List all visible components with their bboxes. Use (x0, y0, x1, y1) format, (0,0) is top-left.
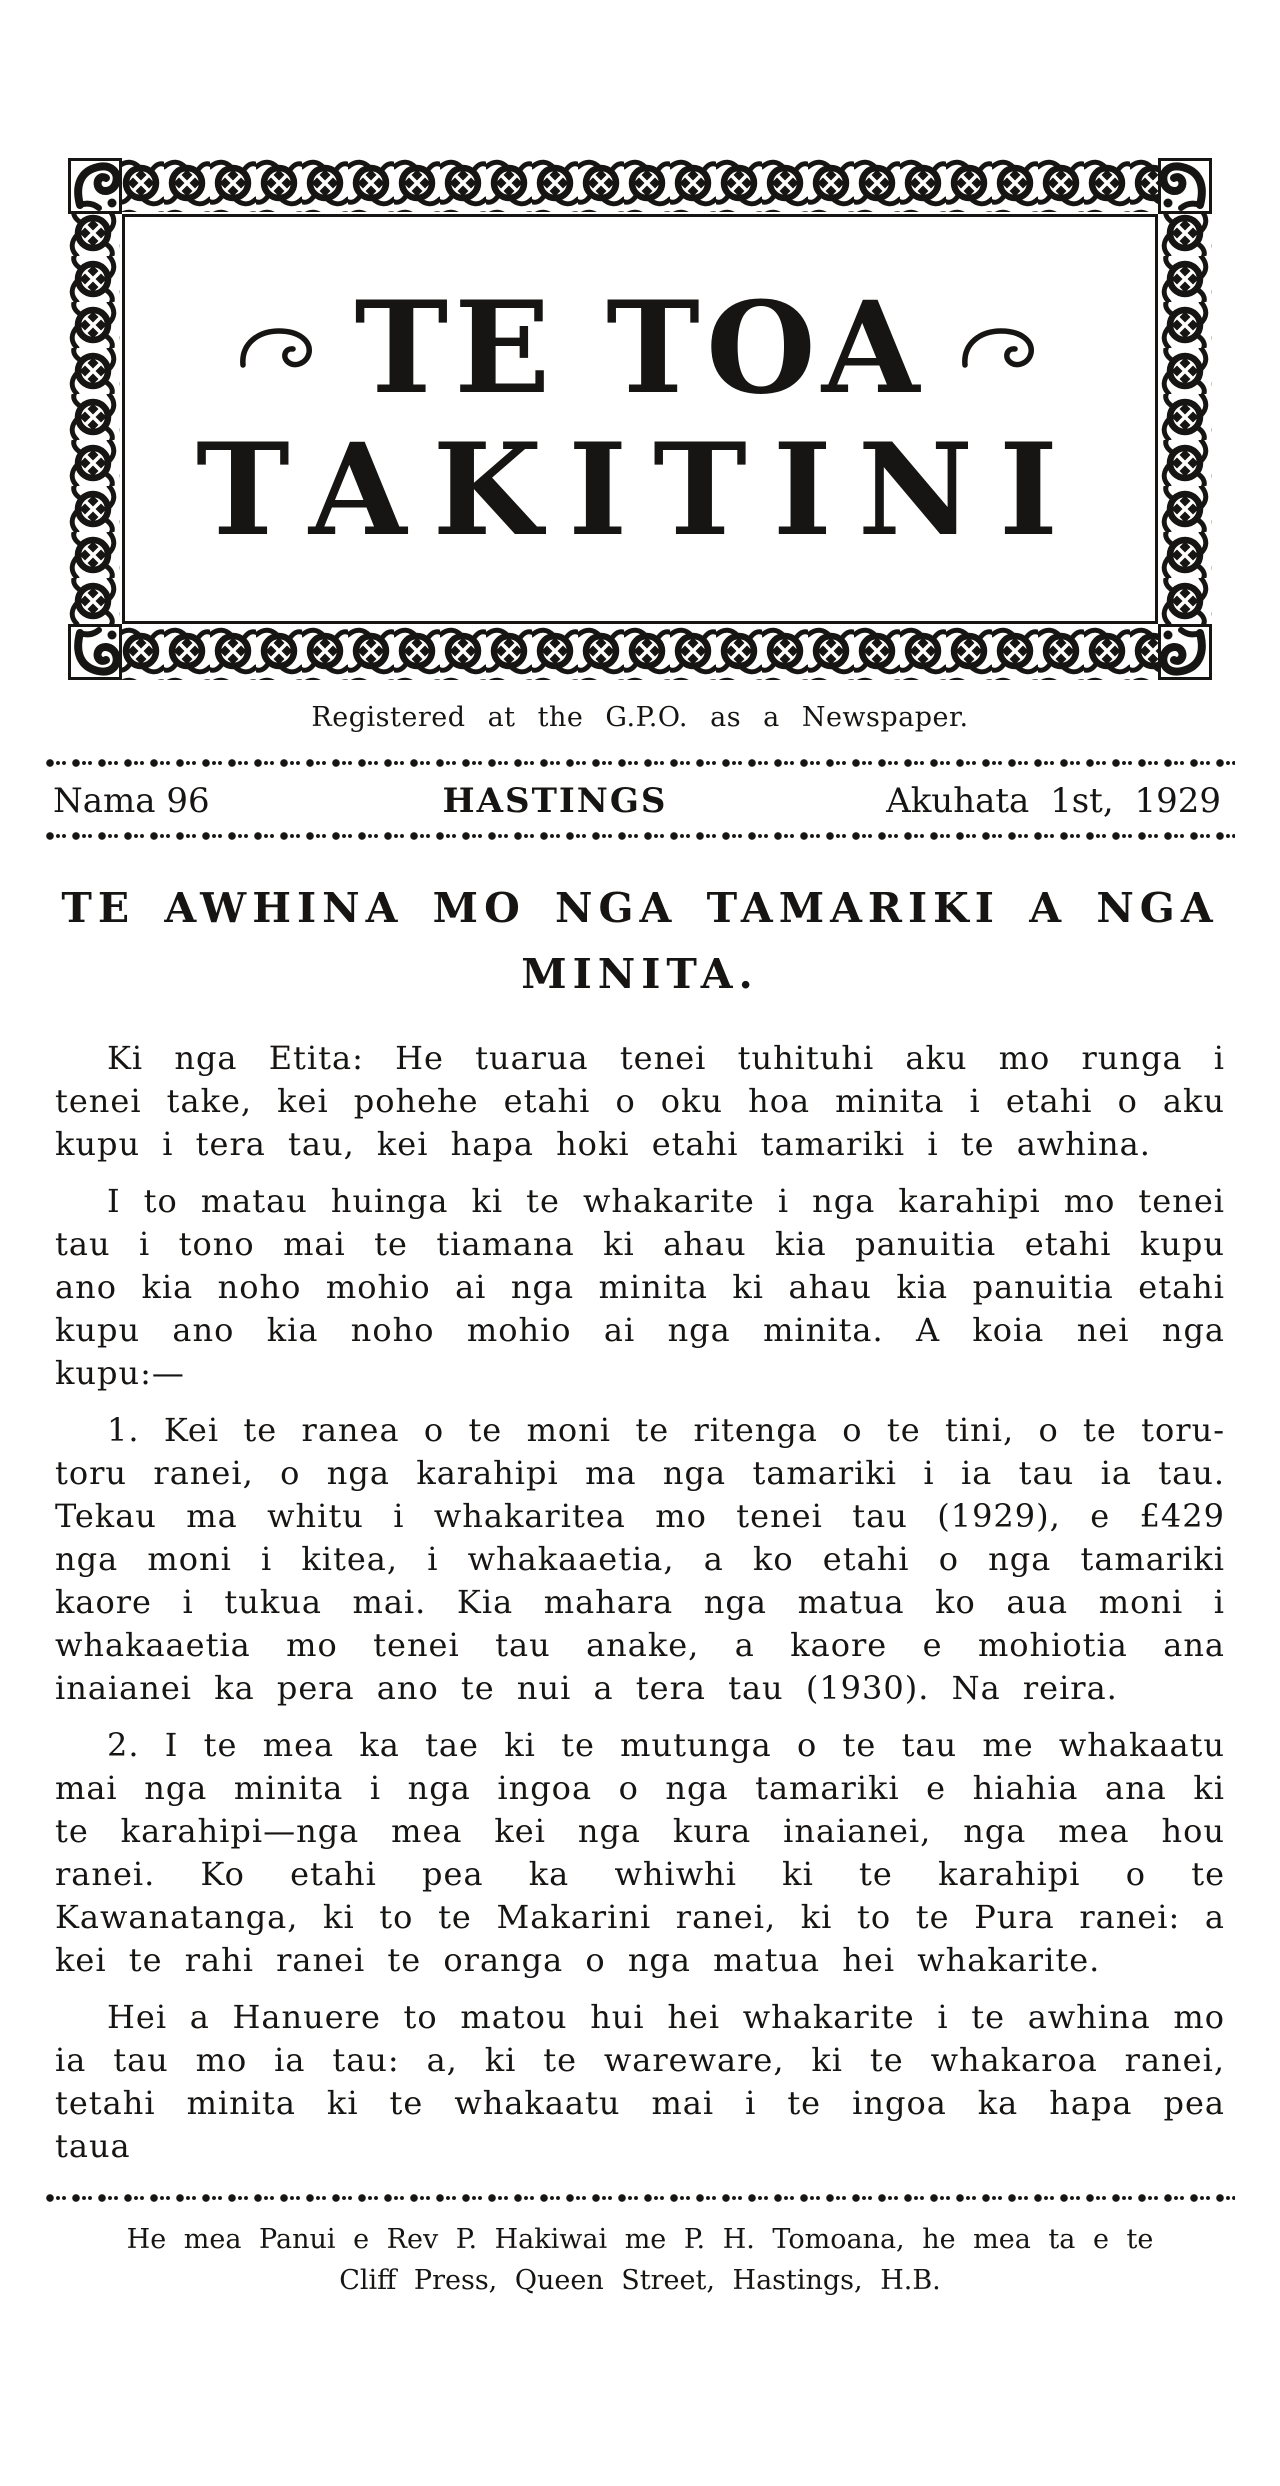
imprint-line1: He mea Panui e Rev P. Hakiwai me P. H. Tomoana, he mea ta e te (126, 2224, 1154, 2256)
article-paragraph: 1. Kei te ranea o te moni te ritenga o te tini, o te toru-toru ranei, o nga karahipi ma nga tamariki i ia tau ia tau. Tekau ma whitu i whakaritea mo tenei tau (1929), e £429 nga moni i kitea, i whakaaetia, a ko etahi o nga tamariki kaore i tukua mai. Kia mahara nga matua ko aua moni i whakaaetia mo tenei tau anake, a kaore e mohiotia ana inaianei ka pera ano te nui a tera tau (1930). Na reira. (55, 1411, 1225, 1708)
koru-right-icon (959, 319, 1043, 377)
masthead-panel (122, 214, 1158, 624)
beaded-rule-top (45, 757, 1235, 769)
beaded-rule-bottom (45, 2192, 1235, 2204)
article-heading-line2: MINITA. (521, 950, 759, 999)
newspaper-title-line2: TAKITINI (196, 416, 1084, 564)
corner-ornament-top-left-icon (68, 158, 122, 214)
issue-line (45, 781, 1235, 821)
newspaper-page (0, 158, 1280, 2486)
newspaper-title-line1: TE TOA (354, 274, 926, 422)
koru-left-icon (237, 319, 321, 377)
corner-ornament-bottom-left-icon (68, 624, 122, 680)
masthead-frame (68, 158, 1212, 680)
chain-border-right-icon (1160, 210, 1212, 628)
article (55, 884, 1225, 2168)
chain-border-top-icon (118, 158, 1162, 212)
chain-border-bottom-icon (118, 626, 1162, 680)
article-heading-line1: TE AWHINA MO NGA TAMARIKI A NGA (61, 884, 1219, 932)
article-paragraph: Hei a Hanuere to matou hui hei whakarite i te awhina mo ia tau mo ia tau: a, ki te wareware, ki te whakaroa ranei, tetahi minita ki te whakaatu mai i te ingoa ka hapa pea taua (55, 1998, 1225, 2166)
issue-number: Nama 96 (53, 781, 210, 821)
issue-date: Akuhata 1st, 1929 (886, 781, 1221, 821)
article-body (55, 1037, 1225, 2168)
imprint (0, 2220, 1280, 2301)
issue-place: HASTINGS (442, 781, 668, 821)
corner-ornament-bottom-right-icon (1158, 624, 1212, 680)
chain-border-left-icon (68, 210, 120, 628)
article-paragraph: 2. I te mea ka tae ki te mutunga o te tau me whakaatu mai nga minita i nga ingoa o nga tamariki e hiahia ana ki te karahipi—nga mea kei nga kura inaianei, nga mea hou ranei. Ko etahi pea ka whiwhi ki te karahipi o te Kawanatanga, ki to te Makarini ranei, ki to te Pura ranei: a kei te rahi ranei te oranga o nga matua hei whakarite. (55, 1726, 1225, 1980)
masthead-title-row (237, 274, 1044, 422)
article-paragraph: I to matau huinga ki te whakarite i nga karahipi mo tenei tau i tono mai te tiamana ki ahau kia panuitia etahi kupu ano kia noho mohio ai nga minita ki ahau kia panuitia etahi kupu ano kia noho mohio ai nga minita. A koia nei nga kupu:— (55, 1182, 1225, 1393)
article-paragraph: Ki nga Etita: He tuarua tenei tuhituhi aku mo runga i tenei take, kei pohehe etahi o oku hoa minita i etahi o aku kupu i tera tau, kei hapa hoki etahi tamariki i te awhina. (55, 1039, 1225, 1164)
article-heading (55, 884, 1225, 999)
corner-ornament-top-right-icon (1158, 158, 1212, 214)
registration-note: Registered at the G.P.O. as a Newspaper. (311, 702, 969, 733)
beaded-rule-middle (45, 830, 1235, 842)
imprint-line2: Cliff Press, Queen Street, Hastings, H.B. (339, 2264, 941, 2296)
